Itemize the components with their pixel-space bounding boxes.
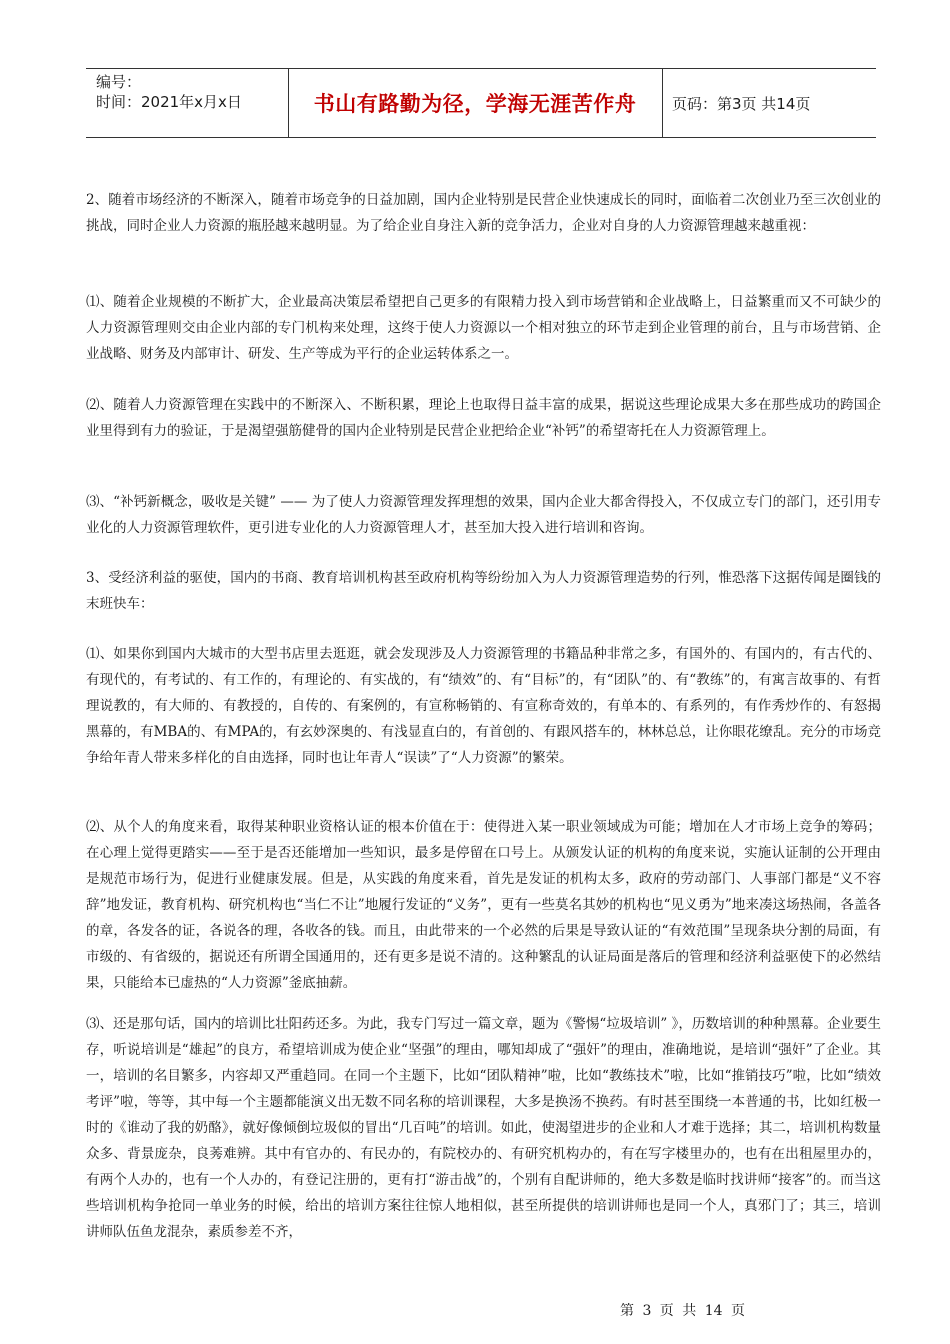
header-page-cell [662,69,876,137]
document-time-label: 时间：2021年x月x日 [96,93,242,111]
paragraph-3-intro: 3、受经济利益的驱使，国内的书商、教育培训机构甚至政府机构等纷纷加入为人力资源管理造势的行列，惟恐落下这据传闻是圈钱的末班快车： [86,570,881,612]
document-number-label: 编号： [96,73,142,91]
paragraph-3-item-3: ⑶、还是那句话，国内的培训比壮阳药还多。为此，我专门写过一篇文章，题为《警惕“垃圾培训” 》，历数培训的种种黑幕。企业要生存，听说培训是“雄起”的良方，希望培训成为使企业“坚强”的理由，哪知却成了“强奸”的理由，准确地说，是培训“强奸”了企业。其一，培训的名目繁多，内容却又严重趋同。在同一个主题下，比如“团队精神”啦，比如“教练技术”啦，比如“推销技巧”啦，比如“绩效考评”啦，等等，其中每一个主题都能演义出无数不同名称的培训课程，大多是换汤不换药。有时甚至围绕一本普通的书，比如红极一时的《谁动了我的奶酪》，就好像倾倒垃圾似的冒出“几百吨”的培训。如此，使渴望进步的企业和人才难于选择；其二，培训机构数量众多、背景庞杂，良莠难辨。其中有官办的、有民办的，有院校办的、有研究机构办的，有在写字楼里办的，也有在出租屋里办的，有两个人办的，也有一个人办的，有登记注册的，更有打“游击战”的，个别有自配讲师的，绝大多数是临时找讲师“接客”的。而当这些培训机构争抢同一单业务的时候，给出的培训方案往往惊人地相似，甚至所提供的培训讲师也是同一个人，真邪门了；其三，培训讲师队伍鱼龙混杂，素质参差不齐， [86,1016,881,1240]
paragraph-2-item-3: ⑶、“补钙新概念，吸收是关键” —— 为了使人力资源管理发挥理想的效果，国内企业大都舍得投入，不仅成立专门的部门，还引用专业化的人力资源管理软件，更引进专业化的人力资源管理人才，甚至加大投入进行培训和咨询。 [86,494,881,536]
paragraph-2-item-2: ⑵、随着人力资源管理在实践中的不断深入、不断积累，理论上也取得日益丰富的成果，据说这些理论成果大多在那些成功的跨国企业里得到有力的验证，于是渴望强筋健骨的国内企业特别是民营企业把给企业“补钙”的希望寄托在人力资源管理上。 [86,397,881,439]
paragraph-3-item-1: ⑴、如果你到国内大城市的大型书店里去逛逛，就会发现涉及人力资源管理的书籍品种非常之多，有国外的、有国内的，有古代的、有现代的，有考试的、有工作的，有理论的、有实战的，有“绩效”的、有“目标”的，有“团队”的、有“教练”的，有寓言故事的、有哲理说教的，有大师的、有教授的，自传的、有案例的，有宣称畅销的、有宣称奇效的，有单本的、有系列的，有作秀炒作的、有怒揭黑幕的，有MBA的、有MPA的，有玄妙深奥的、有浅显直白的，有首创的、有跟风搭车的，林林总总，让你眼花缭乱。充分的市场竞争给年青人带来多样化的自由选择，同时也让年青人“误读”了“人力资源”的繁荣。 [86,646,881,766]
paragraph-2-item-1: ⑴、随着企业规模的不断扩大，企业最高决策层希望把自己更多的有限精力投入到市场营销和企业战略上，日益繁重而又不可缺少的人力资源管理则交由企业内部的专门机构来处理，这终于使人力资源以一个相对独立的环节走到企业管理的前台，且与市场营销、企业战略、财务及内部审计、研发、生产等成为平行的企业运转体系之一。 [86,294,881,362]
header-page-label: 页码：第3页 共14页 [672,94,811,113]
paragraph-3-item-2: ⑵、从个人的角度来看，取得某种职业资格认证的根本价值在于：使得进入某一职业领域成为可能；增加在人才市场上竞争的筹码；在心理上觉得更踏实——至于是否还能增加一些知识，最多是停留在口号上。从颁发认证的机构的角度来说，实施认证制的公开理由是规范市场行为，促进行业健康发展。但是，从实践的角度来看，首先是发证的机构太多，政府的劳动部门、人事部门都是“义不容辞”地发证，教育机构、研究机构也“当仁不让”地履行发证的“义务”，更有一些莫名其妙的机构也“见义勇为”地来凑这场热闹，各盖各的章，各发各的证，各说各的理，各收各的钱。而且，由此带来的一个必然的后果是导致认证的“有效范围”呈现条块分割的局面，有市级的、有省级的，据说还有所谓全国通用的，还有更多是说不清的。这种繁乱的认证局面是落后的管理和经济利益驱使下的必然结果，只能给本已虚热的“人力资源”釜底抽薪。 [86,819,881,991]
header-meta-cell [86,69,289,137]
header-motto-cell [288,69,663,137]
document-header [86,68,876,138]
page-footer: 第 3 页 共 14 页 [620,1303,745,1319]
paragraph-2-intro: 2、随着市场经济的不断深入，随着市场竞争的日益加剧，国内企业特别是民营企业快速成长的同时，面临着二次创业乃至三次创业的挑战，同时企业人力资源的瓶胫越来越明显。为了给企业自身注入新的竞争活力，企业对自身的人力资源管理越来越重视： [86,192,881,234]
header-motto: 书山有路勤为径，学海无涯苦作舟 [313,92,637,116]
